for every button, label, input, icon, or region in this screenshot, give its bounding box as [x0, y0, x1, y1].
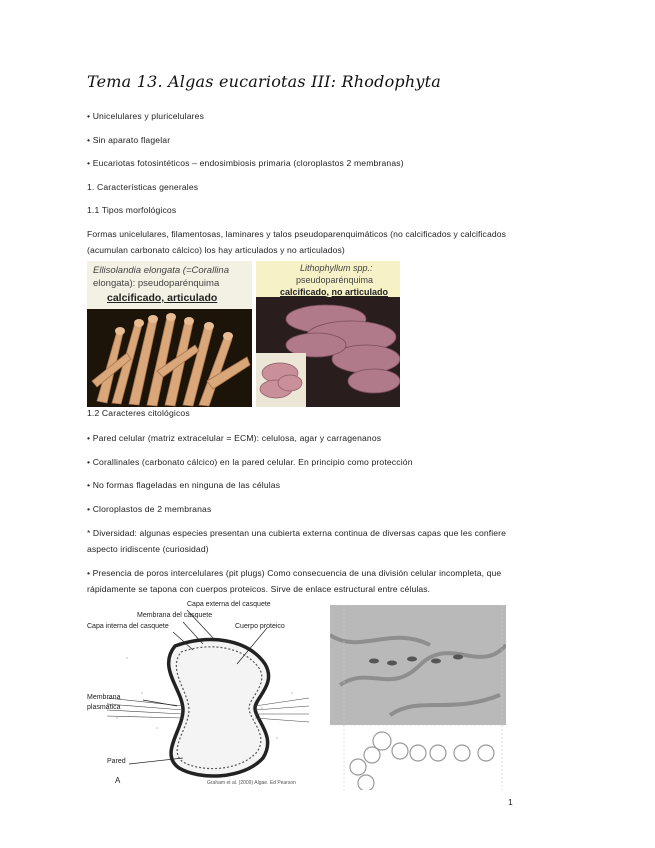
cyto-item-cloroplastos: • Cloroplastos de 2 membranas — [87, 504, 212, 514]
lithophyllum-photo — [256, 261, 400, 407]
pit-plug-micrograph — [330, 605, 506, 790]
section-heading-1-1: 1.1 Tipos morfológicos — [87, 205, 177, 215]
page-number: 1 — [508, 797, 513, 807]
ellisolandia-photo — [87, 261, 252, 407]
cyto-item-corallinales: • Corallinales (carbonato cálcico) en la pared celular. En principio como protección — [87, 457, 413, 467]
label-membrana-plasmatica-1: Membrana — [87, 694, 121, 701]
pit-plug-diagram — [87, 598, 317, 790]
label-membrana-casquete-1: Membrana — [137, 612, 171, 619]
lithophyllum-label-3: calcificado, no articulado — [280, 287, 389, 297]
ellisolandia-label-1: Ellisolandia elongata (=Corallina — [93, 265, 229, 276]
label-membrana-plasmatica-2: plasmática — [87, 704, 121, 711]
label-cuerpo-proteico: Cuerpo proteico — [235, 623, 285, 630]
lithophyllum-calcificado: calcificado — [280, 287, 327, 297]
label-figure-letter: A — [115, 776, 121, 785]
label-membrana-casquete — [137, 612, 212, 619]
lithophyllum-no-articulado: no articulado — [331, 287, 389, 297]
lithophyllum-label-1: Lithophyllum spp.: — [300, 263, 373, 273]
cyto-item-no-flageladas: • No formas flageladas en ninguna de las células — [87, 480, 281, 490]
bullet-aparato-flagelar: • Sin aparato flagelar — [87, 135, 171, 145]
lithophyllum-label-2: pseudoparénquima — [296, 275, 374, 285]
page-title: Tema 13. Algas eucariotas III: Rhodophyta — [87, 72, 441, 91]
label-capa-externa: Capa externa del casquete — [187, 601, 271, 608]
label-membrana-casquete-2: del casquete — [172, 612, 213, 619]
pit-plug-paragraph: • Presencia de poros intercelulares (pit plugs) Como consecuencia de una división celular incompleta, que rápidamente se tapona con cuerpos proteicos. Sirve de enlace estructural entre células. — [87, 568, 502, 594]
label-pared: Pared — [107, 758, 126, 765]
label-capa-interna: Capa interna del casquete — [87, 623, 169, 630]
morphology-paragraph: Formas unicelulares, filamentosas, laminares y talos pseudoparenquimáticos (no calcificados y calcificados (acumulan carbonato cálcico) los hay articulados y no articulados) — [87, 229, 506, 255]
figure-credit: Graham et al. (2009) Algae. Ed Pearson — [207, 780, 296, 786]
diversity-paragraph: * Diversidad: algunas especies presentan una cubierta externa continua de diversas capas que les confiere aspecto iridiscente (curiosidad) — [87, 528, 506, 554]
section-heading-1: 1. Características generales — [87, 182, 199, 192]
section-heading-1-2: 1.2 Caracteres citológicos — [87, 408, 190, 418]
ellisolandia-label-3: calcificado, articulado — [107, 292, 218, 304]
ellisolandia-label-2: elongata): pseudoparénquima — [93, 278, 220, 289]
cyto-item-pared: • Pared celular (matriz extracelular = ECM): celulosa, agar y carragenanos — [87, 433, 382, 443]
bullet-eucariotas: • Eucariotas fotosintéticos – endosimbiosis primaria (cloroplastos 2 membranas) — [87, 158, 404, 168]
micrograph-illustration — [330, 605, 506, 790]
bullet-unicelulares: • Unicelulares y pluricelulares — [87, 111, 205, 121]
